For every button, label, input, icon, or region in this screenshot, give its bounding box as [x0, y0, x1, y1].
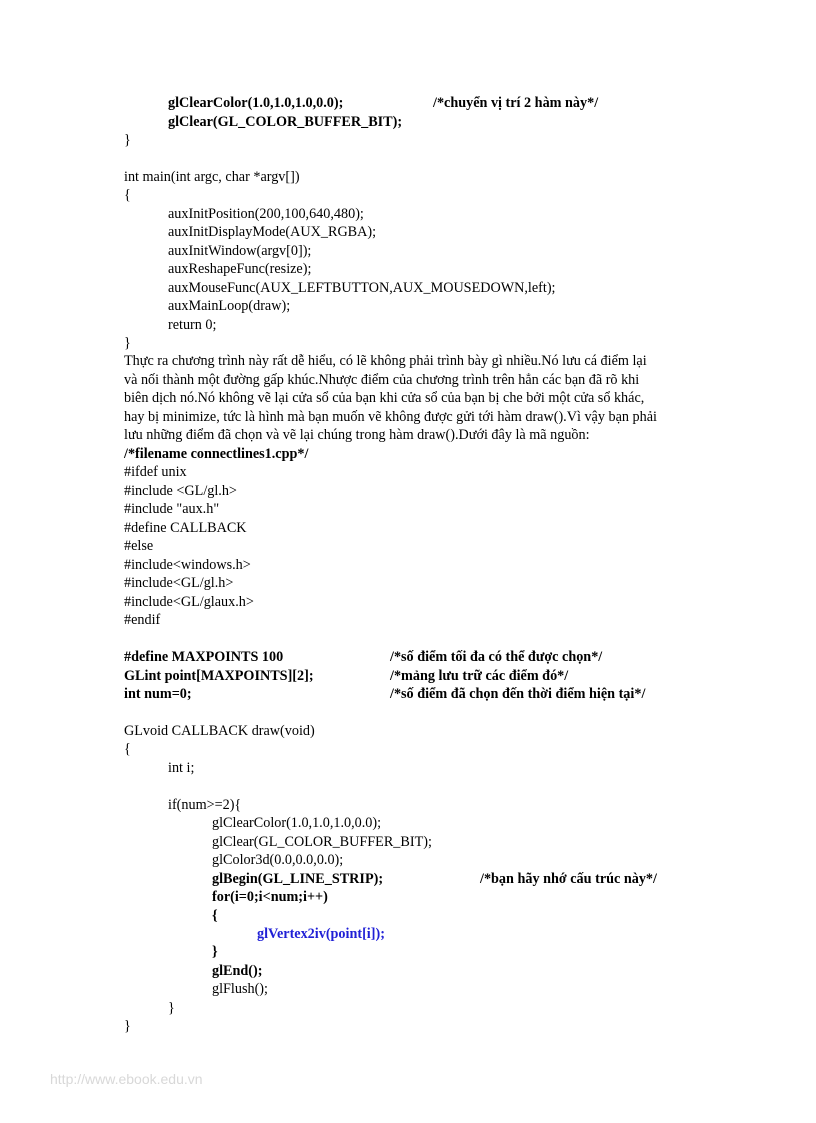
code-line-glend: glEnd(); — [212, 963, 263, 979]
code-line-declaration: int num=0; — [124, 686, 192, 702]
code-line: auxMouseFunc(AUX_LEFTBUTTON,AUX_MOUSEDOWN,left); — [168, 280, 556, 296]
code-brace: } — [168, 1000, 175, 1016]
code-line-main: int main(int argc, char *argv[]) — [124, 169, 300, 185]
code-brace: } — [212, 944, 218, 960]
code-brace: { — [124, 187, 131, 203]
code-comment: /*mảng lưu trữ các điểm đó*/ — [390, 668, 569, 684]
code-line-preprocessor: #include <GL/gl.h> — [124, 483, 237, 499]
code-line-glclear: glClear(GL_COLOR_BUFFER_BIT); — [168, 114, 403, 130]
paragraph-line: biên dịch nó.Nó không vẽ lại cửa sổ của bạn khi cửa sổ của bạn bị che bởi một cửa sổ khác, — [124, 390, 645, 406]
code-line: auxReshapeFunc(resize); — [168, 261, 312, 277]
code-line-preprocessor: #define CALLBACK — [124, 520, 247, 536]
code-line: if(num>=2){ — [168, 797, 242, 813]
code-line: auxInitPosition(200,100,640,480); — [168, 206, 364, 222]
code-line-glclearcolor: glClearColor(1.0,1.0,1.0,0.0); — [168, 95, 344, 111]
code-brace: { — [124, 741, 131, 757]
code-comment: /*số điểm đã chọn đến thời điểm hiện tại*/ — [390, 686, 646, 702]
code-line: auxInitWindow(argv[0]); — [168, 243, 312, 259]
code-line: glClearColor(1.0,1.0,1.0,0.0); — [212, 815, 382, 831]
code-line-define: #define MAXPOINTS 100 — [124, 649, 284, 665]
code-brace: { — [212, 908, 218, 924]
code-brace: } — [124, 1018, 131, 1034]
code-line-preprocessor: #endif — [124, 612, 161, 628]
watermark-url: http://www.ebook.edu.vn — [50, 1071, 203, 1087]
paragraph-line: hay bị minimize, tức là hình mà bạn muốn vẽ không được gửi tới hàm draw().Vì vậy bạn phải — [124, 409, 657, 425]
code-line: glColor3d(0.0,0.0,0.0); — [212, 852, 344, 868]
code-line: auxMainLoop(draw); — [168, 298, 291, 314]
paragraph-line: và nối thành một đường gấp khúc.Nhược điểm của chương trình trên hẳn các bạn đã rõ khi — [124, 372, 640, 388]
code-line-glbegin: glBegin(GL_LINE_STRIP); — [212, 871, 384, 887]
code-comment: /*bạn hãy nhớ cấu trúc này*/ — [480, 871, 657, 887]
code-line-preprocessor: #include<GL/glaux.h> — [124, 594, 254, 610]
code-line-preprocessor: #include<GL/gl.h> — [124, 575, 234, 591]
code-line-glvertex: glVertex2iv(point[i]); — [257, 926, 385, 942]
code-line-preprocessor: #include "aux.h" — [124, 501, 220, 517]
code-brace: } — [124, 335, 131, 351]
code-filename-comment: /*filename connectlines1.cpp*/ — [124, 446, 309, 462]
code-comment-swap: /*chuyển vị trí 2 hàm này*/ — [433, 95, 599, 111]
code-line: glFlush(); — [212, 981, 268, 997]
code-line-function: GLvoid CALLBACK draw(void) — [124, 723, 315, 739]
code-line: int i; — [168, 760, 195, 776]
code-line-preprocessor: #else — [124, 538, 154, 554]
paragraph-line: Thực ra chương trình này rất dễ hiểu, có lẽ không phải trình bày gì nhiều.Nó lưu cá điểm lại — [124, 353, 647, 369]
code-brace: } — [124, 132, 131, 148]
code-line-preprocessor: #ifdef unix — [124, 464, 187, 480]
code-line: glClear(GL_COLOR_BUFFER_BIT); — [212, 834, 432, 850]
code-line: return 0; — [168, 317, 217, 333]
paragraph-line: lưu những điểm đã chọn và vẽ lại chúng trong hàm draw().Dưới đây là mã nguồn: — [124, 427, 590, 443]
code-line-declaration: GLint point[MAXPOINTS][2]; — [124, 668, 314, 684]
code-comment: /*số điểm tối đa có thể được chọn*/ — [390, 649, 603, 665]
code-line: auxInitDisplayMode(AUX_RGBA); — [168, 224, 377, 240]
code-line-preprocessor: #include<windows.h> — [124, 557, 251, 573]
code-line-for: for(i=0;i<num;i++) — [212, 889, 328, 905]
